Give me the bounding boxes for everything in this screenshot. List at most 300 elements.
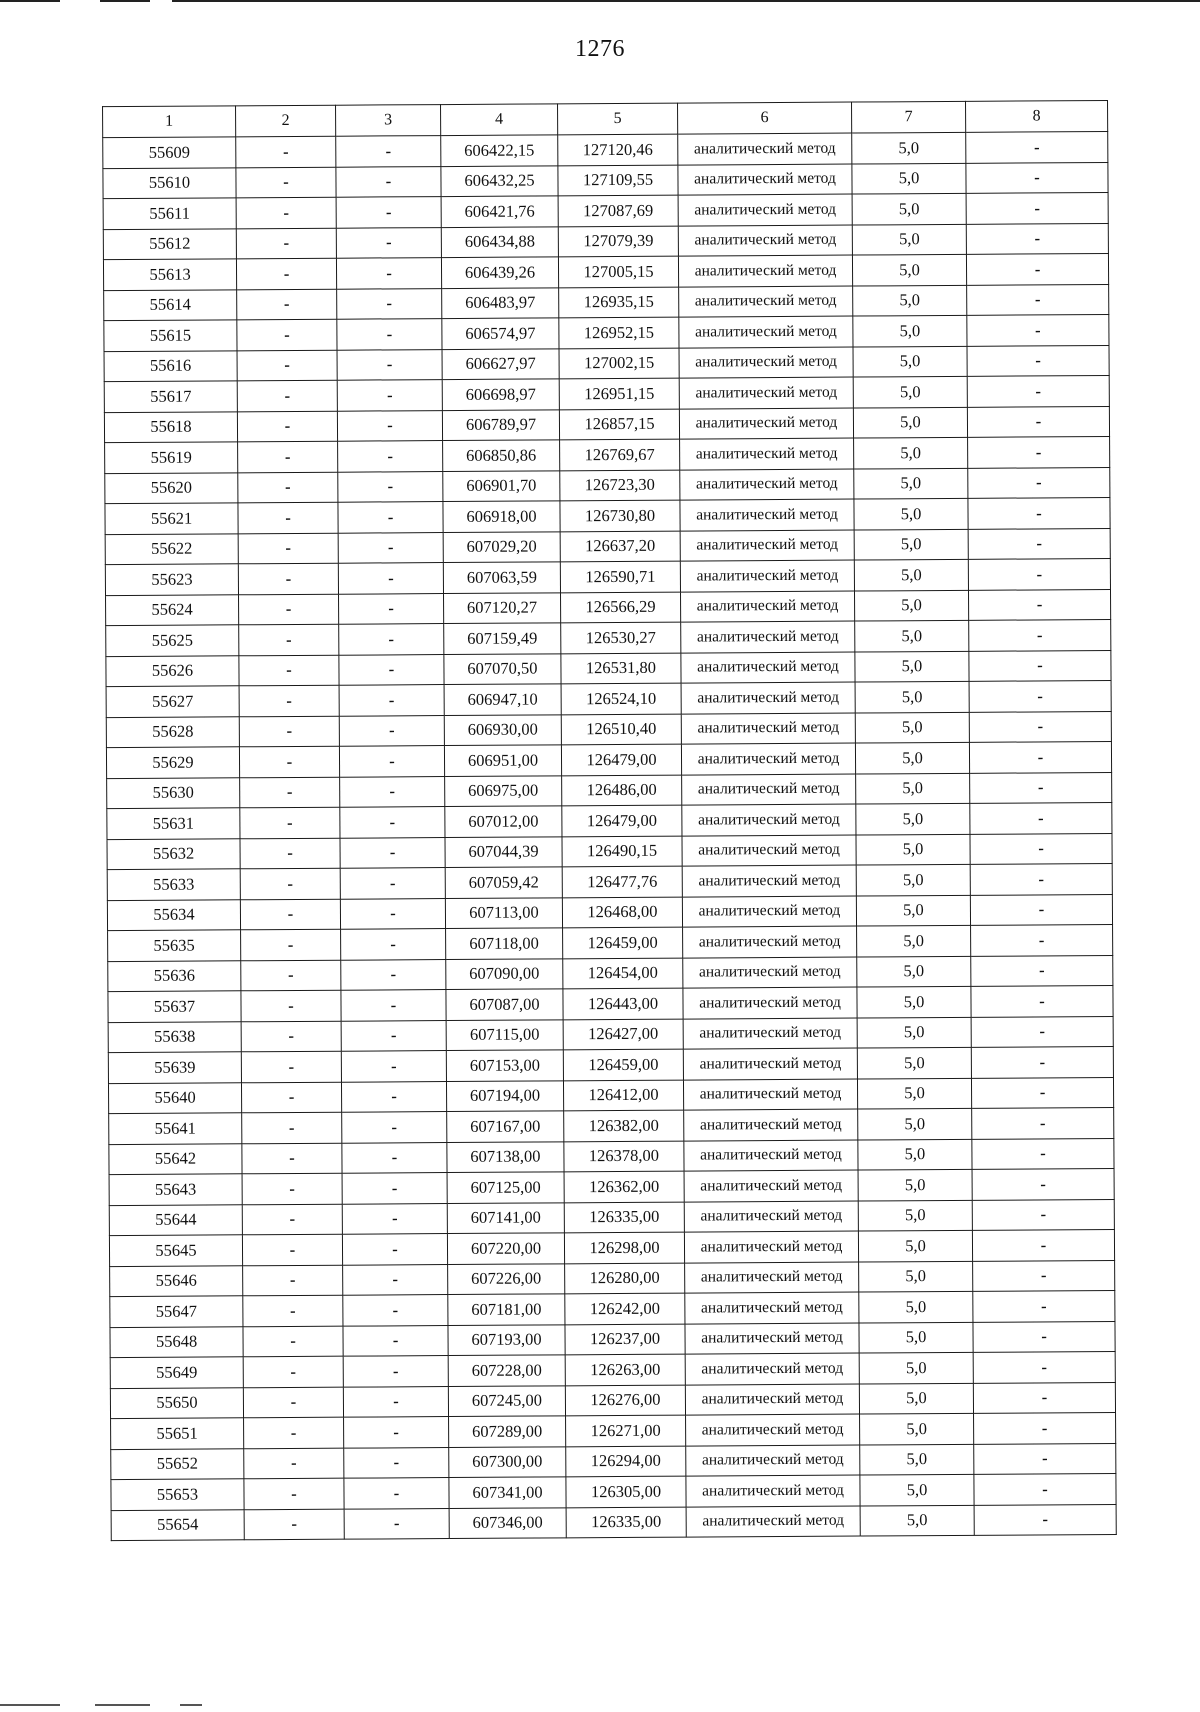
accuracy-cell: 5,0	[857, 1047, 971, 1078]
method-cell: аналитический метод	[684, 1201, 858, 1233]
accuracy-cell: 5,0	[858, 1108, 972, 1139]
column-8-cell: -	[968, 558, 1110, 589]
x-coordinate-cell: 606439,26	[441, 257, 558, 288]
table-row	[111, 1504, 1116, 1541]
column-3-cell: -	[338, 532, 443, 563]
point-number-cell: 55645	[109, 1235, 242, 1266]
column-2-cell: -	[243, 1265, 343, 1296]
column-8-cell: -	[970, 833, 1112, 864]
column-8-cell: -	[967, 314, 1109, 345]
column-2-cell: -	[240, 777, 340, 808]
scan-bottom-edge-line	[0, 1704, 60, 1706]
method-cell: аналитический метод	[678, 194, 852, 226]
column-header-4: 4	[441, 104, 558, 136]
column-8-cell: -	[974, 1443, 1116, 1474]
x-coordinate-cell: 607138,00	[447, 1141, 564, 1172]
column-3-cell: -	[341, 1020, 446, 1051]
method-cell: аналитический метод	[686, 1414, 860, 1446]
accuracy-cell: 5,0	[860, 1413, 974, 1444]
accuracy-cell: 5,0	[858, 1139, 972, 1170]
y-coordinate-cell: 126378,00	[564, 1141, 684, 1172]
column-2-cell: -	[238, 563, 338, 594]
column-8-cell: -	[969, 619, 1111, 650]
y-coordinate-cell: 126454,00	[563, 958, 683, 989]
column-header-3: 3	[336, 105, 441, 137]
y-coordinate-cell: 126242,00	[565, 1293, 685, 1324]
y-coordinate-cell: 126237,00	[565, 1324, 685, 1355]
column-2-cell: -	[244, 1448, 344, 1479]
column-8-cell: -	[966, 223, 1108, 254]
column-3-cell: -	[338, 563, 443, 594]
point-number-cell: 55654	[111, 1509, 244, 1540]
method-cell: аналитический метод	[683, 926, 857, 958]
column-8-cell: -	[969, 741, 1111, 772]
column-8-cell: -	[969, 680, 1111, 711]
x-coordinate-cell: 607063,59	[443, 562, 560, 593]
x-coordinate-cell: 606483,97	[442, 287, 559, 318]
column-2-cell: -	[243, 1295, 343, 1326]
page-number: 1276	[575, 36, 625, 62]
column-2-cell: -	[242, 1173, 342, 1204]
point-number-cell: 55641	[109, 1113, 242, 1144]
column-2-cell: -	[240, 838, 340, 869]
y-coordinate-cell: 126530,27	[561, 622, 681, 653]
point-number-cell: 55636	[108, 960, 241, 991]
x-coordinate-cell: 607346,00	[449, 1507, 566, 1538]
column-8-cell: -	[966, 192, 1108, 223]
y-coordinate-cell: 126276,00	[565, 1385, 685, 1416]
column-2-cell: -	[237, 380, 337, 411]
y-coordinate-cell: 126427,00	[563, 1019, 683, 1050]
method-cell: аналитический метод	[681, 652, 855, 684]
column-3-cell: -	[343, 1386, 448, 1417]
column-2-cell: -	[241, 1021, 341, 1052]
column-3-cell: -	[341, 1051, 446, 1082]
column-3-cell: -	[343, 1325, 448, 1356]
y-coordinate-cell: 126335,00	[566, 1507, 686, 1538]
method-cell: аналитический метод	[678, 225, 852, 257]
point-number-cell: 55649	[110, 1357, 243, 1388]
point-number-cell: 55623	[105, 564, 238, 595]
accuracy-cell: 5,0	[852, 132, 966, 163]
point-number-cell: 55644	[109, 1204, 242, 1235]
accuracy-cell: 5,0	[857, 1017, 971, 1048]
column-3-cell: -	[337, 288, 442, 319]
column-8-cell: -	[967, 375, 1109, 406]
point-number-cell: 55613	[103, 259, 236, 290]
column-2-cell: -	[241, 1082, 341, 1113]
column-3-cell: -	[337, 349, 442, 380]
column-header-6: 6	[678, 102, 852, 134]
method-cell: аналитический метод	[682, 774, 856, 806]
y-coordinate-cell: 126382,00	[564, 1110, 684, 1141]
point-number-cell: 55630	[107, 777, 240, 808]
column-3-cell: -	[336, 258, 441, 289]
x-coordinate-cell: 607159,49	[444, 623, 561, 654]
x-coordinate-cell: 606951,00	[444, 745, 561, 776]
accuracy-cell: 5,0	[857, 1078, 971, 1109]
y-coordinate-cell: 126524,10	[561, 683, 681, 714]
scan-bottom-edge-line	[95, 1704, 150, 1706]
accuracy-cell: 5,0	[854, 498, 968, 529]
point-number-cell: 55643	[109, 1174, 242, 1205]
point-number-cell: 55652	[111, 1448, 244, 1479]
method-cell: аналитический метод	[678, 164, 852, 196]
accuracy-cell: 5,0	[855, 712, 969, 743]
accuracy-cell: 5,0	[852, 224, 966, 255]
y-coordinate-cell: 126412,00	[563, 1080, 683, 1111]
x-coordinate-cell: 607300,00	[449, 1446, 566, 1477]
column-3-cell: -	[336, 197, 441, 228]
column-8-cell: -	[971, 924, 1113, 955]
column-3-cell: -	[343, 1356, 448, 1387]
x-coordinate-cell: 607120,27	[443, 592, 560, 623]
column-3-cell: -	[342, 1173, 447, 1204]
y-coordinate-cell: 126271,00	[566, 1415, 686, 1446]
y-coordinate-cell: 126531,80	[561, 653, 681, 684]
point-number-cell: 55614	[104, 289, 237, 320]
accuracy-cell: 5,0	[857, 956, 971, 987]
column-2-cell: -	[242, 1234, 342, 1265]
point-number-cell: 55625	[106, 625, 239, 656]
column-2-cell: -	[236, 197, 336, 228]
column-8-cell: -	[971, 1016, 1113, 1047]
method-cell: аналитический метод	[679, 377, 853, 409]
y-coordinate-cell: 126637,20	[560, 531, 680, 562]
column-8-cell: -	[966, 131, 1108, 162]
point-number-cell: 55631	[107, 808, 240, 839]
method-cell: аналитический метод	[682, 896, 856, 928]
y-coordinate-cell: 126305,00	[566, 1476, 686, 1507]
method-cell: аналитический метод	[682, 865, 856, 897]
y-coordinate-cell: 126730,80	[560, 500, 680, 531]
accuracy-cell: 5,0	[853, 407, 967, 438]
point-number-cell: 55650	[110, 1387, 243, 1418]
method-cell: аналитический метод	[680, 469, 854, 501]
scan-top-edge-gap	[150, 0, 172, 2]
y-coordinate-cell: 126723,30	[560, 470, 680, 501]
column-2-cell: -	[243, 1387, 343, 1418]
x-coordinate-cell: 607245,00	[448, 1385, 565, 1416]
point-number-cell: 55637	[108, 991, 241, 1022]
column-3-cell: -	[344, 1447, 449, 1478]
column-8-cell: -	[968, 528, 1110, 559]
column-8-cell: -	[971, 985, 1113, 1016]
method-cell: аналитический метод	[680, 591, 854, 623]
x-coordinate-cell: 607012,00	[445, 806, 562, 837]
method-cell: аналитический метод	[686, 1506, 860, 1538]
column-header-8: 8	[966, 100, 1108, 132]
accuracy-cell: 5,0	[854, 437, 968, 468]
column-2-cell: -	[242, 1204, 342, 1235]
point-number-cell: 55626	[106, 655, 239, 686]
column-2-cell: -	[244, 1478, 344, 1509]
column-8-cell: -	[971, 1077, 1113, 1108]
column-2-cell: -	[239, 685, 339, 716]
column-3-cell: -	[344, 1417, 449, 1448]
method-cell: аналитический метод	[681, 621, 855, 653]
point-number-cell: 55629	[106, 747, 239, 778]
y-coordinate-cell: 126468,00	[562, 897, 682, 928]
method-cell: аналитический метод	[684, 1170, 858, 1202]
column-3-cell: -	[340, 807, 445, 838]
column-3-cell: -	[337, 319, 442, 350]
method-cell: аналитический метод	[682, 804, 856, 836]
point-number-cell: 55609	[103, 137, 236, 168]
column-8-cell: -	[973, 1382, 1115, 1413]
accuracy-cell: 5,0	[854, 468, 968, 499]
column-2-cell: -	[237, 289, 337, 320]
y-coordinate-cell: 126477,76	[562, 866, 682, 897]
x-coordinate-cell: 607289,00	[449, 1416, 566, 1447]
accuracy-cell: 5,0	[857, 925, 971, 956]
column-2-cell: -	[241, 990, 341, 1021]
y-coordinate-cell: 126486,00	[562, 775, 682, 806]
point-number-cell: 55632	[107, 838, 240, 869]
column-3-cell: -	[336, 166, 441, 197]
point-number-cell: 55618	[104, 411, 237, 442]
y-coordinate-cell: 126590,71	[560, 561, 680, 592]
accuracy-cell: 5,0	[858, 1230, 972, 1261]
column-2-cell: -	[239, 624, 339, 655]
method-cell: аналитический метод	[681, 682, 855, 714]
x-coordinate-cell: 607226,00	[448, 1263, 565, 1294]
column-8-cell: -	[973, 1260, 1115, 1291]
point-number-cell: 55619	[105, 442, 238, 473]
point-number-cell: 55628	[106, 716, 239, 747]
point-number-cell: 55624	[106, 594, 239, 625]
x-coordinate-cell: 606930,00	[444, 714, 561, 745]
method-cell: аналитический метод	[686, 1475, 860, 1507]
x-coordinate-cell: 606421,76	[441, 196, 558, 227]
column-2-cell: -	[242, 1112, 342, 1143]
point-number-cell: 55627	[106, 686, 239, 717]
x-coordinate-cell: 607228,00	[448, 1355, 565, 1386]
point-number-cell: 55612	[103, 228, 236, 259]
column-8-cell: -	[970, 802, 1112, 833]
y-coordinate-cell: 127079,39	[558, 226, 678, 257]
point-number-cell: 55653	[111, 1479, 244, 1510]
column-8-cell: -	[970, 863, 1112, 894]
y-coordinate-cell: 126280,00	[565, 1263, 685, 1294]
column-2-cell: -	[236, 258, 336, 289]
column-8-cell: -	[967, 345, 1109, 376]
column-2-cell: -	[243, 1326, 343, 1357]
column-8-cell: -	[966, 162, 1108, 193]
column-2-cell: -	[238, 441, 338, 472]
method-cell: аналитический метод	[685, 1323, 859, 1355]
accuracy-cell: 5,0	[859, 1352, 973, 1383]
accuracy-cell: 5,0	[856, 803, 970, 834]
y-coordinate-cell: 127005,15	[558, 256, 678, 287]
point-number-cell: 55639	[108, 1052, 241, 1083]
column-2-cell: -	[241, 960, 341, 991]
accuracy-cell: 5,0	[854, 559, 968, 590]
method-cell: аналитический метод	[685, 1292, 859, 1324]
column-3-cell: -	[339, 624, 444, 655]
accuracy-cell: 5,0	[860, 1474, 974, 1505]
accuracy-cell: 5,0	[856, 773, 970, 804]
x-coordinate-cell: 606918,00	[443, 501, 560, 532]
column-2-cell: -	[241, 929, 341, 960]
column-8-cell: -	[974, 1473, 1116, 1504]
column-3-cell: -	[337, 380, 442, 411]
column-2-cell: -	[243, 1356, 343, 1387]
column-3-cell: -	[342, 1234, 447, 1265]
column-8-cell: -	[970, 894, 1112, 925]
column-3-cell: -	[339, 715, 444, 746]
column-3-cell: -	[341, 929, 446, 960]
method-cell: аналитический метод	[685, 1353, 859, 1385]
column-header-5: 5	[558, 103, 678, 135]
x-coordinate-cell: 607029,20	[443, 531, 560, 562]
column-2-cell: -	[240, 868, 340, 899]
column-8-cell: -	[968, 497, 1110, 528]
column-8-cell: -	[968, 589, 1110, 620]
accuracy-cell: 5,0	[859, 1291, 973, 1322]
column-8-cell: -	[973, 1321, 1115, 1352]
accuracy-cell: 5,0	[855, 742, 969, 773]
y-coordinate-cell: 126566,29	[560, 592, 680, 623]
point-number-cell: 55646	[110, 1265, 243, 1296]
column-2-cell: -	[238, 472, 338, 503]
point-number-cell: 55617	[104, 381, 237, 412]
column-3-cell: -	[343, 1264, 448, 1295]
point-number-cell: 55648	[110, 1326, 243, 1357]
x-coordinate-cell: 607090,00	[446, 958, 563, 989]
x-coordinate-cell: 606947,10	[444, 684, 561, 715]
y-coordinate-cell: 126263,00	[565, 1354, 685, 1385]
y-coordinate-cell: 126443,00	[563, 988, 683, 1019]
column-8-cell: -	[967, 406, 1109, 437]
column-3-cell: -	[342, 1112, 447, 1143]
column-8-cell: -	[967, 284, 1109, 315]
method-cell: аналитический метод	[686, 1445, 860, 1477]
column-3-cell: -	[339, 654, 444, 685]
column-8-cell: -	[971, 955, 1113, 986]
column-3-cell: -	[341, 959, 446, 990]
method-cell: аналитический метод	[681, 743, 855, 775]
x-coordinate-cell: 606850,86	[443, 440, 560, 471]
column-3-cell: -	[340, 868, 445, 899]
accuracy-cell: 5,0	[855, 681, 969, 712]
x-coordinate-cell: 607125,00	[447, 1172, 564, 1203]
x-coordinate-cell: 606574,97	[442, 318, 559, 349]
method-cell: аналитический метод	[683, 987, 857, 1019]
column-2-cell: -	[236, 167, 336, 198]
accuracy-cell: 5,0	[858, 1200, 972, 1231]
column-8-cell: -	[972, 1138, 1114, 1169]
accuracy-cell: 5,0	[857, 986, 971, 1017]
column-3-cell: -	[338, 502, 443, 533]
accuracy-cell: 5,0	[853, 346, 967, 377]
column-3-cell: -	[341, 990, 446, 1021]
column-8-cell: -	[968, 467, 1110, 498]
column-3-cell: -	[339, 685, 444, 716]
column-3-cell: -	[340, 837, 445, 868]
method-cell: аналитический метод	[682, 835, 856, 867]
column-3-cell: -	[336, 227, 441, 258]
y-coordinate-cell: 126459,00	[563, 927, 683, 958]
accuracy-cell: 5,0	[855, 651, 969, 682]
x-coordinate-cell: 607341,00	[449, 1477, 566, 1508]
y-coordinate-cell: 126769,67	[560, 439, 680, 470]
y-coordinate-cell: 126857,15	[559, 409, 679, 440]
method-cell: аналитический метод	[679, 286, 853, 318]
point-number-cell: 55611	[103, 198, 236, 229]
column-2-cell: -	[236, 228, 336, 259]
x-coordinate-cell: 606432,25	[441, 165, 558, 196]
point-number-cell: 55633	[107, 869, 240, 900]
column-8-cell: -	[972, 1168, 1114, 1199]
point-number-cell: 55610	[103, 167, 236, 198]
column-2-cell: -	[244, 1417, 344, 1448]
y-coordinate-cell: 126479,00	[562, 805, 682, 836]
point-number-cell: 55638	[108, 1021, 241, 1052]
column-2-cell: -	[239, 655, 339, 686]
x-coordinate-cell: 607118,00	[446, 928, 563, 959]
column-2-cell: -	[236, 136, 336, 167]
y-coordinate-cell: 126952,15	[559, 317, 679, 348]
column-3-cell: -	[340, 898, 445, 929]
column-2-cell: -	[238, 502, 338, 533]
y-coordinate-cell: 126298,00	[564, 1232, 684, 1263]
method-cell: аналитический метод	[679, 347, 853, 379]
point-number-cell: 55621	[105, 503, 238, 534]
x-coordinate-cell: 607193,00	[448, 1324, 565, 1355]
column-3-cell: -	[336, 136, 441, 167]
accuracy-cell: 5,0	[858, 1169, 972, 1200]
accuracy-cell: 5,0	[852, 254, 966, 285]
accuracy-cell: 5,0	[854, 590, 968, 621]
method-cell: аналитический метод	[685, 1262, 859, 1294]
x-coordinate-cell: 606698,97	[442, 379, 559, 410]
point-number-cell: 55640	[108, 1082, 241, 1113]
point-number-cell: 55647	[110, 1296, 243, 1327]
accuracy-cell: 5,0	[856, 895, 970, 926]
column-8-cell: -	[973, 1290, 1115, 1321]
column-3-cell: -	[342, 1142, 447, 1173]
column-2-cell: -	[239, 716, 339, 747]
column-2-cell: -	[239, 594, 339, 625]
accuracy-cell: 5,0	[859, 1383, 973, 1414]
accuracy-cell: 5,0	[853, 376, 967, 407]
method-cell: аналитический метод	[683, 1079, 857, 1111]
x-coordinate-cell: 607167,00	[447, 1111, 564, 1142]
x-coordinate-cell: 607070,50	[444, 653, 561, 684]
y-coordinate-cell: 127087,69	[558, 195, 678, 226]
coordinates-table	[102, 100, 1117, 1541]
y-coordinate-cell: 126490,15	[562, 836, 682, 867]
column-header-7: 7	[852, 101, 966, 133]
column-8-cell: -	[969, 650, 1111, 681]
column-3-cell: -	[338, 441, 443, 472]
point-number-cell: 55635	[108, 930, 241, 961]
method-cell: аналитический метод	[680, 438, 854, 470]
point-number-cell: 55615	[104, 320, 237, 351]
y-coordinate-cell: 126459,00	[563, 1049, 683, 1080]
x-coordinate-cell: 607113,00	[445, 897, 562, 928]
column-3-cell: -	[341, 1081, 446, 1112]
column-2-cell: -	[238, 533, 338, 564]
y-coordinate-cell: 126335,00	[564, 1202, 684, 1233]
accuracy-cell: 5,0	[860, 1505, 974, 1536]
x-coordinate-cell: 606789,97	[442, 409, 559, 440]
x-coordinate-cell: 607141,00	[447, 1202, 564, 1233]
method-cell: аналитический метод	[685, 1384, 859, 1416]
column-3-cell: -	[344, 1478, 449, 1509]
scan-top-edge-gap	[60, 0, 100, 2]
